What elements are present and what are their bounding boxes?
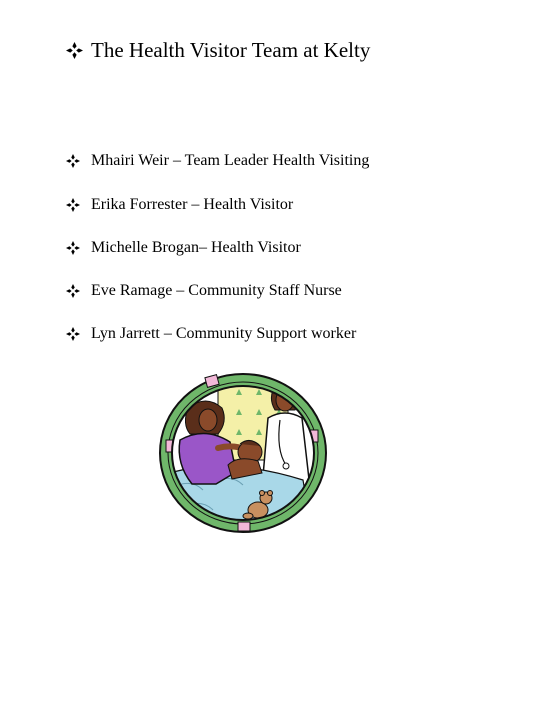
team-member-2 bbox=[66, 237, 301, 259]
health-visitor-clipart bbox=[158, 370, 328, 535]
mother-figure bbox=[179, 433, 236, 484]
page-title bbox=[66, 36, 370, 64]
team-member-text: Lyn Jarrett – Community Support worker bbox=[91, 325, 357, 342]
team-member-1 bbox=[66, 194, 293, 216]
team-member-text: Erika Forrester – Health Visitor bbox=[91, 196, 294, 213]
team-member-text: Mhairi Weir – Team Leader Health Visiting bbox=[91, 152, 370, 169]
team-member-text: Eve Ramage – Community Staff Nurse bbox=[91, 282, 342, 299]
diamond-bullet-icon bbox=[66, 42, 83, 59]
diamond-bullet-icon bbox=[66, 284, 80, 298]
team-member-text: Michelle Brogan– Health Visitor bbox=[91, 239, 301, 256]
diamond-bullet-icon bbox=[66, 198, 80, 212]
page-title-text: The Health Visitor Team at Kelty bbox=[91, 38, 371, 62]
diamond-bullet-icon bbox=[66, 154, 80, 168]
diamond-bullet-icon bbox=[66, 327, 80, 341]
team-member-0 bbox=[66, 150, 369, 172]
team-member-4 bbox=[66, 323, 356, 345]
diamond-bullet-icon bbox=[66, 241, 80, 255]
team-member-3 bbox=[66, 280, 342, 302]
